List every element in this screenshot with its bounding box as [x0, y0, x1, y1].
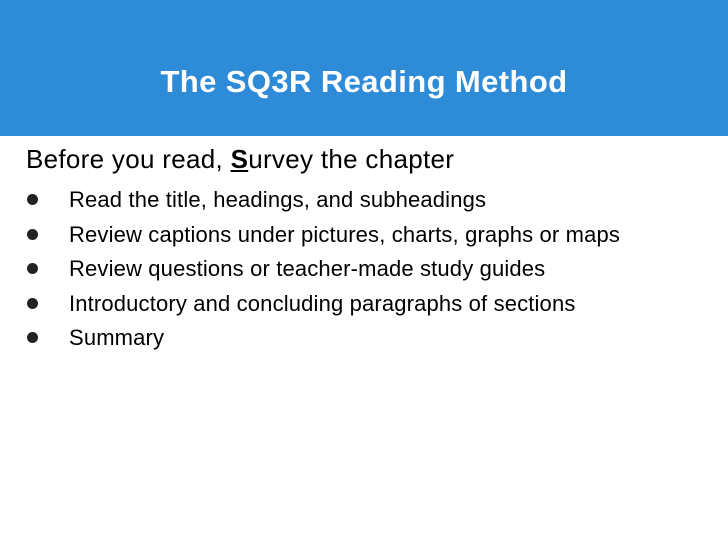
bullet-dot-icon: [27, 229, 38, 240]
lead-prefix: Before you read,: [26, 144, 231, 174]
bullet-text: Summary: [69, 325, 165, 350]
lead-line: [26, 143, 454, 175]
bullet-dot-icon: [27, 194, 38, 205]
bullet-text: Introductory and concluding paragraphs of sections: [69, 290, 576, 316]
lead-suffix: urvey the chapter: [248, 144, 455, 174]
lead-emphasis-letter: S: [230, 144, 249, 174]
bullet-text: Read the title, headings, and subheadings: [69, 187, 487, 212]
bullet-dot-icon: [27, 263, 38, 274]
title-band: [0, 0, 728, 136]
slide-content: [0, 136, 728, 546]
slide-title: The SQ3R Reading Method: [160, 64, 568, 99]
bullet-dot-icon: [27, 332, 38, 343]
bullet-text: Review captions under pictures, charts, graphs or maps: [69, 221, 621, 247]
bullet-text: Review questions or teacher-made study guides: [69, 256, 546, 281]
bullet-dot-icon: [27, 298, 38, 309]
